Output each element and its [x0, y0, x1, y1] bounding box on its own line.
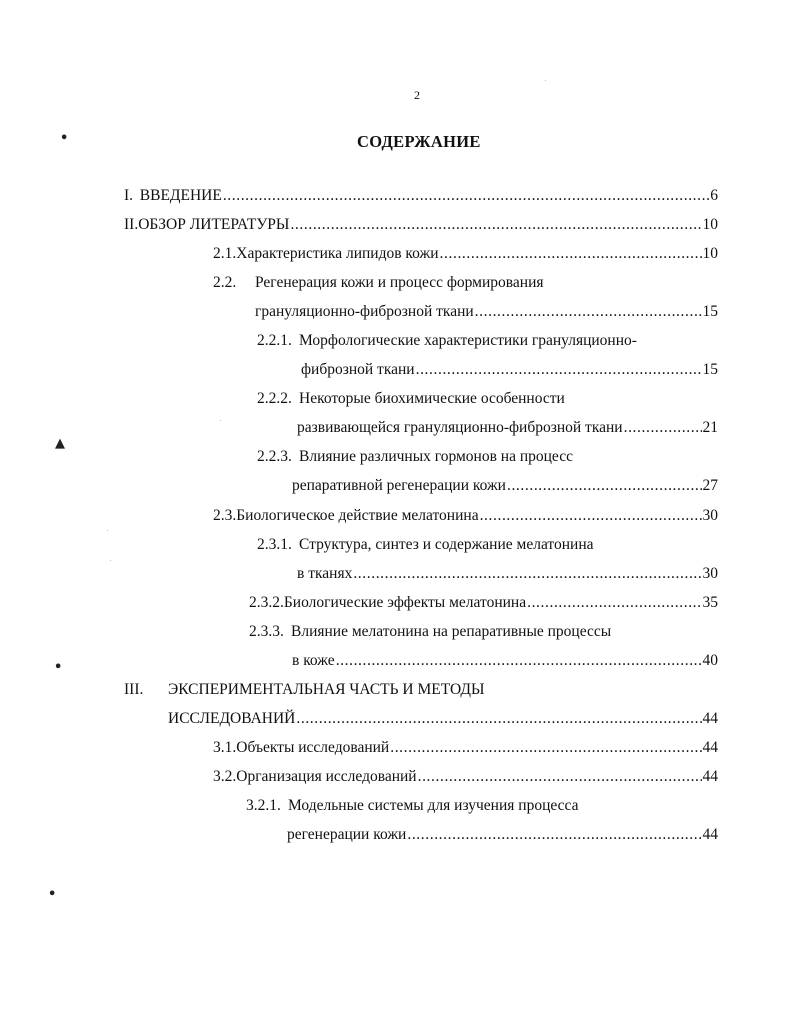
toc-entry-2-1[interactable]: [213, 243, 718, 265]
toc-entry-page: 10: [702, 216, 718, 233]
toc-entry-number: 2.2.: [213, 274, 237, 291]
page-number-text: 2: [414, 88, 420, 102]
toc-entry-number: 2.1.: [213, 245, 237, 262]
toc-entry-page: 44: [702, 710, 718, 727]
toc-entry-introduction[interactable]: [124, 185, 718, 207]
toc-entry-page: 30: [702, 565, 718, 582]
toc-entry-number: 2.3.3.: [249, 623, 284, 640]
toc-leader-dots: [527, 592, 701, 614]
toc-entry-2-2-3[interactable]: [257, 446, 718, 468]
toc-entry-number: 3.1.: [213, 739, 237, 756]
toc-entry-2-3[interactable]: [213, 505, 718, 527]
toc-entry-2-2-2[interactable]: [257, 388, 718, 410]
toc-entry-number: 3.2.1.: [246, 797, 281, 814]
toc-entry-2-2-cont[interactable]: [255, 301, 718, 323]
toc-entry-title: грануляционно-фиброзной ткани: [255, 303, 474, 320]
toc-leader-dots: [416, 359, 702, 381]
toc-entry-page: 10: [702, 245, 718, 262]
toc-entry-title: в тканях: [297, 565, 353, 582]
toc-entry-title: Организация исследований: [236, 768, 417, 785]
toc-entry-page: 21: [702, 419, 718, 436]
toc-entry-experimental-cont[interactable]: [168, 708, 718, 730]
page-title: СОДЕРЖАНИЕ: [357, 132, 481, 151]
toc-leader-dots: [475, 301, 702, 323]
toc-entry-title: регенерации кожи: [287, 826, 407, 843]
toc-entry-title: ЭКСПЕРИМЕНТАЛЬНАЯ ЧАСТЬ И МЕТОДЫ: [168, 681, 485, 698]
toc-entry-title: ВВЕДЕНИЕ: [139, 187, 222, 204]
toc-entry-page: 15: [702, 361, 718, 378]
toc-entry-title: в коже: [292, 652, 335, 669]
toc-entry-2-2-2-cont[interactable]: [297, 417, 718, 439]
toc-entry-experimental[interactable]: [124, 679, 718, 701]
toc-entry-2-3-1-cont[interactable]: [297, 563, 718, 585]
toc-entry-number: III.: [124, 681, 144, 698]
toc-entry-2-2[interactable]: [213, 272, 718, 294]
toc-leader-dots: [353, 563, 701, 585]
toc-leader-dots: [223, 185, 709, 207]
toc-entry-number: 2.2.1.: [257, 332, 292, 349]
toc-entry-page: 27: [702, 477, 718, 494]
toc-entry-title: Объекты исследований: [236, 739, 390, 756]
toc-entry-3-2-1[interactable]: [246, 795, 718, 817]
scan-speck: [110, 560, 111, 561]
scan-speck: [220, 420, 221, 421]
toc-entry-title: Структура, синтез и содержание мелатонина: [299, 536, 594, 553]
toc-leader-dots: [624, 417, 702, 439]
scan-mark-icon: •: [60, 131, 69, 146]
toc-entry-3-1[interactable]: [213, 737, 718, 759]
toc-entry-title: репаративной регенерации кожи: [292, 477, 506, 494]
toc-entry-2-2-1[interactable]: [257, 330, 718, 352]
toc-entry-title: Модельные системы для изучения процесса: [288, 797, 579, 814]
toc-entry-title: ИССЛЕДОВАНИЙ: [168, 710, 296, 727]
toc-entry-page: 6: [710, 187, 718, 204]
toc-entry-title: Характеристика липидов кожи: [236, 245, 439, 262]
toc-entry-title: Биологические эффекты мелатонина: [283, 594, 527, 611]
toc-entry-number: I.: [124, 187, 134, 204]
toc-entry-page: 44: [702, 768, 718, 785]
toc-entry-3-2[interactable]: [213, 766, 718, 788]
toc-entry-literature-review[interactable]: [124, 214, 718, 236]
toc-entry-2-3-3-cont[interactable]: [292, 650, 718, 672]
toc-entry-2-2-1-cont[interactable]: [301, 359, 718, 381]
toc-entry-title: Некоторые биохимические особенности: [299, 390, 565, 407]
toc-entry-number: 2.3.1.: [257, 536, 292, 553]
toc-entry-title: развивающейся грануляционно-фиброзной ткани: [297, 419, 623, 436]
toc-leader-dots: [296, 708, 701, 730]
toc-entry-3-2-1-cont[interactable]: [287, 824, 718, 846]
toc-entry-2-3-2[interactable]: [249, 592, 718, 614]
toc-entry-title: фиброзной ткани: [301, 361, 415, 378]
toc-entry-2-2-3-cont[interactable]: [292, 475, 718, 497]
scan-speck: [107, 530, 108, 531]
toc-entry-title: ОБЗОР ЛИТЕРАТУРЫ: [138, 216, 290, 233]
toc-entry-number: 2.2.2.: [257, 390, 292, 407]
toc-entry-number: 2.3.2.: [249, 594, 284, 611]
scan-mark-icon: ▲: [55, 436, 65, 451]
toc-entry-number: II.: [124, 216, 139, 233]
toc-entry-2-3-3[interactable]: [249, 621, 718, 643]
toc-leader-dots: [480, 505, 702, 527]
toc-entry-2-3-1[interactable]: [257, 534, 718, 556]
toc-entry-number: 2.3.: [213, 507, 237, 524]
toc-leader-dots: [390, 737, 701, 759]
toc-entry-number: 2.2.3.: [257, 448, 292, 465]
toc-leader-dots: [507, 475, 702, 497]
toc-entry-page: 44: [702, 826, 718, 843]
toc-entry-title: Биологическое действие мелатонина: [236, 507, 479, 524]
toc-entry-page: 30: [702, 507, 718, 524]
toc-leader-dots: [440, 243, 702, 265]
toc-entry-title: Влияние мелатонина на репаративные процессы: [291, 623, 612, 640]
toc-entry-number: 3.2.: [213, 768, 237, 785]
toc-entry-page: 35: [702, 594, 718, 611]
toc-entry-title: Регенерация кожи и процесс формирования: [255, 274, 544, 291]
toc-entry-page: 40: [702, 652, 718, 669]
toc-entry-title: Влияние различных гормонов на процесс: [299, 448, 573, 465]
scan-speck: [545, 80, 546, 81]
toc-leader-dots: [418, 766, 702, 788]
scan-mark-icon: •: [54, 660, 63, 675]
toc-entry-title: Морфологические характеристики грануляционно-: [299, 332, 637, 349]
toc-leader-dots: [407, 824, 701, 846]
toc-leader-dots: [336, 650, 702, 672]
toc-entry-page: 15: [702, 303, 718, 320]
scan-mark-icon: •: [48, 887, 57, 902]
toc-entry-page: 44: [702, 739, 718, 756]
toc-leader-dots: [290, 214, 701, 236]
